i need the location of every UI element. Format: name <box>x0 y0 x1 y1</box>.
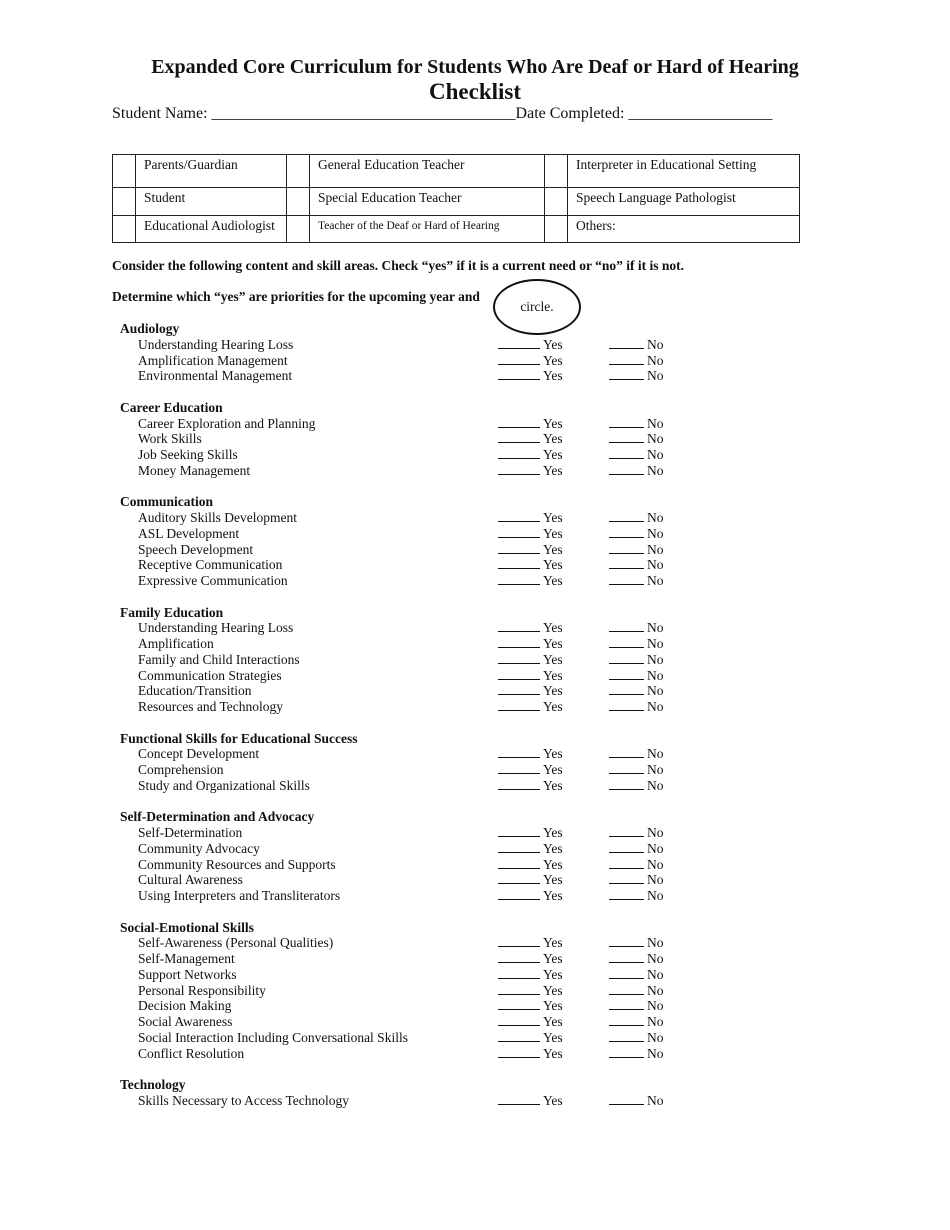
no-label: No <box>647 573 664 588</box>
checklist-item-label: Amplification Management <box>138 352 288 368</box>
yes-blank[interactable] <box>498 463 540 475</box>
checklist-item-label: Money Management <box>138 462 251 478</box>
yes-option[interactable] <box>498 526 563 542</box>
no-label: No <box>647 651 664 667</box>
no-label: No <box>647 746 664 762</box>
no-option[interactable] <box>609 935 664 951</box>
no-blank[interactable] <box>609 872 644 884</box>
no-label: No <box>647 966 664 982</box>
participant-label: Speech Language Pathologist <box>568 188 800 216</box>
yes-label: Yes <box>543 667 563 683</box>
participant-checkbox[interactable] <box>113 155 136 188</box>
no-option[interactable] <box>609 825 664 841</box>
participants-row <box>113 155 800 188</box>
yes-blank[interactable] <box>498 699 540 711</box>
no-label: No <box>647 762 664 777</box>
yes-blank[interactable] <box>498 510 540 522</box>
no-option[interactable] <box>609 983 664 999</box>
no-label: No <box>647 415 664 431</box>
checklist-item-label: Community Resources and Supports <box>138 856 336 872</box>
yes-option[interactable] <box>498 337 563 353</box>
yes-blank[interactable] <box>498 825 540 837</box>
no-option[interactable] <box>609 416 664 432</box>
no-label: No <box>647 998 664 1014</box>
yes-blank[interactable] <box>498 1014 540 1026</box>
no-label: No <box>647 368 664 384</box>
yes-option[interactable] <box>498 431 563 447</box>
checklist-item-label: Comprehension <box>138 762 224 777</box>
circle-label: circle. <box>520 299 554 314</box>
yes-blank[interactable] <box>498 573 540 585</box>
checklist-item-label: ASL Development <box>138 525 240 541</box>
yes-option[interactable] <box>498 368 563 384</box>
no-blank[interactable] <box>609 935 644 947</box>
yes-label: Yes <box>543 840 563 856</box>
no-label: No <box>647 840 664 856</box>
no-label: No <box>647 856 664 872</box>
checklist-item-label: Self-Management <box>138 951 235 966</box>
no-label: No <box>647 636 664 651</box>
yes-blank[interactable] <box>498 447 540 459</box>
yes-option[interactable] <box>498 778 563 794</box>
participant-checkbox[interactable] <box>287 188 310 216</box>
no-option[interactable] <box>609 636 664 652</box>
participant-label: Interpreter in Educational Setting <box>568 155 800 188</box>
yes-blank[interactable] <box>498 668 540 680</box>
participant-checkbox[interactable] <box>113 216 136 243</box>
no-option[interactable] <box>609 510 664 526</box>
no-blank[interactable] <box>609 746 644 758</box>
no-option[interactable] <box>609 573 664 589</box>
no-blank[interactable] <box>609 337 644 349</box>
checklist-item-label: Decision Making <box>138 998 232 1014</box>
no-label: No <box>647 336 664 352</box>
yes-label: Yes <box>543 415 563 431</box>
checklist-item-label: Personal Responsibility <box>138 982 266 998</box>
no-blank[interactable] <box>609 983 644 995</box>
no-blank[interactable] <box>609 557 644 569</box>
checklist-item-label: Support Networks <box>138 966 237 982</box>
yes-label: Yes <box>543 368 563 384</box>
no-option[interactable] <box>609 463 664 479</box>
no-option[interactable] <box>609 620 664 636</box>
participant-checkbox[interactable] <box>287 216 310 243</box>
yes-blank[interactable] <box>498 353 540 365</box>
checklist-item-label: Understanding Hearing Loss <box>138 620 294 636</box>
no-label: No <box>647 699 664 714</box>
no-option[interactable] <box>609 447 664 463</box>
no-blank[interactable] <box>609 368 644 380</box>
no-option[interactable] <box>609 337 664 353</box>
participant-label: Parents/Guardian <box>136 155 287 188</box>
yes-option[interactable] <box>498 463 563 479</box>
student-name-label: Student Name: <box>112 105 212 122</box>
yes-label: Yes <box>543 872 563 888</box>
yes-blank[interactable] <box>498 652 540 664</box>
no-label: No <box>647 825 664 840</box>
participants-row <box>113 216 800 243</box>
yes-label: Yes <box>543 636 563 651</box>
participant-label: Others: <box>568 216 800 243</box>
no-blank[interactable] <box>609 841 644 853</box>
yes-label: Yes <box>543 1092 563 1108</box>
yes-option[interactable] <box>498 416 563 432</box>
no-blank[interactable] <box>609 683 644 695</box>
yes-blank[interactable] <box>498 620 540 632</box>
no-label: No <box>647 1092 664 1108</box>
checklist-item-label: Community Advocacy <box>138 840 260 856</box>
yes-blank[interactable] <box>498 368 540 380</box>
yes-label: Yes <box>543 951 563 966</box>
yes-blank[interactable] <box>498 1046 540 1058</box>
no-label: No <box>647 510 664 525</box>
yes-option[interactable] <box>498 699 563 715</box>
yes-option[interactable] <box>498 353 563 369</box>
section-heading: Technology <box>120 1077 186 1092</box>
no-label: No <box>647 1014 664 1029</box>
no-option[interactable] <box>609 1046 664 1062</box>
no-label: No <box>647 557 664 573</box>
no-blank[interactable] <box>609 463 644 475</box>
yes-option[interactable] <box>498 825 563 841</box>
no-option[interactable] <box>609 872 664 888</box>
no-option[interactable] <box>609 557 664 573</box>
no-label: No <box>647 951 664 966</box>
no-blank[interactable] <box>609 857 644 869</box>
participant-label: Special Education Teacher <box>310 188 545 216</box>
no-blank[interactable] <box>609 1030 644 1042</box>
yes-label: Yes <box>543 510 563 525</box>
participant-label: Teacher of the Deaf or Hard of Hearing <box>310 216 545 243</box>
checklist-item-label: Speech Development <box>138 541 254 557</box>
no-blank[interactable] <box>609 762 644 774</box>
yes-label: Yes <box>543 336 563 352</box>
no-blank[interactable] <box>609 998 644 1010</box>
no-option[interactable] <box>609 778 664 794</box>
yes-option[interactable] <box>498 1014 563 1030</box>
yes-option[interactable] <box>498 573 563 589</box>
no-option[interactable] <box>609 668 664 684</box>
no-option[interactable] <box>609 542 664 558</box>
document-title: Expanded Core Curriculum for Students Who Are Deaf or Hard of Hearing <box>151 56 799 78</box>
participants-row <box>113 188 800 216</box>
checklist-item-label: Concept Development <box>138 746 260 762</box>
yes-option[interactable] <box>498 1093 563 1109</box>
instruction-consider: Consider the following content and skill areas. Check “yes” if it is a current need or “no” if it is not. <box>112 258 685 273</box>
yes-option[interactable] <box>498 542 563 558</box>
checklist-item-label: Work Skills <box>138 431 202 447</box>
section-heading: Self-Determination and Advocacy <box>120 809 315 825</box>
participant-label: Educational Audiologist <box>136 216 287 243</box>
section-heading: Audiology <box>120 321 180 336</box>
no-option[interactable] <box>609 1030 664 1046</box>
participant-checkbox[interactable] <box>287 155 310 188</box>
no-blank[interactable] <box>609 825 644 837</box>
no-label: No <box>647 620 664 636</box>
document-subtitle: Checklist <box>429 79 521 104</box>
yes-option[interactable] <box>498 888 563 904</box>
yes-label: Yes <box>543 620 563 636</box>
no-label: No <box>647 888 664 903</box>
yes-label: Yes <box>543 746 563 762</box>
yes-label: Yes <box>543 541 563 557</box>
yes-option[interactable] <box>498 620 563 636</box>
yes-blank[interactable] <box>498 416 540 428</box>
yes-option[interactable] <box>498 1046 563 1062</box>
checklist-item-label: Amplification <box>138 636 214 651</box>
checklist-item-label: Job Seeking Skills <box>138 447 238 462</box>
no-label: No <box>647 667 664 683</box>
yes-blank[interactable] <box>498 1030 540 1042</box>
yes-option[interactable] <box>498 841 563 857</box>
yes-blank[interactable] <box>498 557 540 569</box>
no-option[interactable] <box>609 857 664 873</box>
no-blank[interactable] <box>609 668 644 680</box>
yes-option[interactable] <box>498 510 563 526</box>
checklist-item-label: Social Awareness <box>138 1014 233 1029</box>
checklist-item-label: Social Interaction Including Conversational Skills <box>138 1029 408 1045</box>
no-blank[interactable] <box>609 573 644 585</box>
yes-label: Yes <box>543 982 563 998</box>
no-option[interactable] <box>609 1014 664 1030</box>
no-blank[interactable] <box>609 699 644 711</box>
yes-label: Yes <box>543 431 563 447</box>
participant-checkbox[interactable] <box>113 188 136 216</box>
yes-label: Yes <box>543 1014 563 1029</box>
checklist-item-label: Using Interpreters and Transliterators <box>138 888 341 903</box>
yes-label: Yes <box>543 573 563 588</box>
yes-option[interactable] <box>498 951 563 967</box>
no-label: No <box>647 462 664 478</box>
instruction-priorities: Determine which “yes” are priorities for the upcoming year and <box>112 289 480 304</box>
yes-option[interactable] <box>498 447 563 463</box>
no-label: No <box>647 541 664 557</box>
checklist-item-label: Conflict Resolution <box>138 1045 245 1061</box>
no-option[interactable] <box>609 967 664 983</box>
yes-blank[interactable] <box>498 778 540 790</box>
no-blank[interactable] <box>609 1093 644 1105</box>
no-label: No <box>647 1045 664 1061</box>
yes-blank[interactable] <box>498 857 540 869</box>
yes-label: Yes <box>543 1029 563 1045</box>
yes-blank[interactable] <box>498 935 540 947</box>
no-label: No <box>647 431 664 447</box>
no-label: No <box>647 352 664 368</box>
no-blank[interactable] <box>609 967 644 979</box>
no-option[interactable] <box>609 683 664 699</box>
checklist-item-label: Skills Necessary to Access Technology <box>138 1092 350 1108</box>
no-blank[interactable] <box>609 526 644 538</box>
checklist-item-label: Family and Child Interactions <box>138 651 300 667</box>
checklist-item-label: Receptive Communication <box>138 557 283 573</box>
yes-blank[interactable] <box>498 746 540 758</box>
no-blank[interactable] <box>609 431 644 443</box>
no-label: No <box>647 525 664 541</box>
no-label: No <box>647 1029 664 1045</box>
no-blank[interactable] <box>609 888 644 900</box>
no-option[interactable] <box>609 368 664 384</box>
yes-blank[interactable] <box>498 762 540 774</box>
checklist-item-label: Self-Awareness (Personal Qualities) <box>138 935 334 951</box>
checklist-item-label: Communication Strategies <box>138 667 282 683</box>
yes-label: Yes <box>543 447 563 462</box>
yes-label: Yes <box>543 352 563 368</box>
yes-label: Yes <box>543 557 563 573</box>
yes-blank[interactable] <box>498 683 540 695</box>
no-label: No <box>647 777 664 793</box>
yes-option[interactable] <box>498 668 563 684</box>
no-blank[interactable] <box>609 620 644 632</box>
no-blank[interactable] <box>609 353 644 365</box>
yes-option[interactable] <box>498 967 563 983</box>
no-label: No <box>647 872 664 888</box>
no-blank[interactable] <box>609 542 644 554</box>
no-blank[interactable] <box>609 636 644 648</box>
student-name-field[interactable]: ______________________________________ <box>211 105 516 122</box>
participant-label: Student <box>136 188 287 216</box>
yes-option[interactable] <box>498 557 563 573</box>
checklist-item-label: Environmental Management <box>138 368 293 384</box>
yes-blank[interactable] <box>498 872 540 884</box>
no-label: No <box>647 447 664 462</box>
no-option[interactable] <box>609 431 664 447</box>
yes-option[interactable] <box>498 683 563 699</box>
yes-blank[interactable] <box>498 951 540 963</box>
no-blank[interactable] <box>609 447 644 459</box>
yes-option[interactable] <box>498 998 563 1014</box>
yes-option[interactable] <box>498 746 563 762</box>
yes-option[interactable] <box>498 636 563 652</box>
checklist-item-label: Cultural Awareness <box>138 872 243 888</box>
checklist-item-label: Study and Organizational Skills <box>138 777 310 793</box>
date-completed-label: Date Completed: <box>515 105 629 122</box>
yes-label: Yes <box>543 651 563 667</box>
yes-label: Yes <box>543 1045 563 1061</box>
yes-option[interactable] <box>498 857 563 873</box>
no-option[interactable] <box>609 353 664 369</box>
yes-label: Yes <box>543 762 563 777</box>
yes-blank[interactable] <box>498 431 540 443</box>
yes-label: Yes <box>543 966 563 982</box>
no-option[interactable] <box>609 746 664 762</box>
yes-blank[interactable] <box>498 841 540 853</box>
no-option[interactable] <box>609 762 664 778</box>
no-blank[interactable] <box>609 1046 644 1058</box>
yes-option[interactable] <box>498 872 563 888</box>
checklist-item-label: Resources and Technology <box>138 699 284 714</box>
checklist-item-label: Auditory Skills Development <box>138 510 297 525</box>
yes-blank[interactable] <box>498 967 540 979</box>
checklist-item-label: Career Exploration and Planning <box>138 415 316 431</box>
no-blank[interactable] <box>609 652 644 664</box>
yes-label: Yes <box>543 856 563 872</box>
participant-checkbox[interactable] <box>545 155 568 188</box>
yes-label: Yes <box>543 699 563 714</box>
section-heading: Social-Emotional Skills <box>120 919 254 935</box>
no-blank[interactable] <box>609 510 644 522</box>
date-completed-field[interactable]: __________________ <box>628 105 773 122</box>
yes-blank[interactable] <box>498 1093 540 1105</box>
yes-label: Yes <box>543 888 563 903</box>
checklist-item-label: Education/Transition <box>138 683 252 699</box>
no-option[interactable] <box>609 951 664 967</box>
yes-label: Yes <box>543 525 563 541</box>
no-label: No <box>647 982 664 998</box>
section-heading: Functional Skills for Educational Success <box>120 730 358 746</box>
yes-blank[interactable] <box>498 526 540 538</box>
no-blank[interactable] <box>609 951 644 963</box>
yes-label: Yes <box>543 825 563 840</box>
no-option[interactable] <box>609 1093 664 1109</box>
yes-label: Yes <box>543 935 563 951</box>
yes-label: Yes <box>543 777 563 793</box>
yes-blank[interactable] <box>498 983 540 995</box>
yes-blank[interactable] <box>498 998 540 1010</box>
yes-option[interactable] <box>498 983 563 999</box>
no-option[interactable] <box>609 526 664 542</box>
participant-checkbox[interactable] <box>545 216 568 243</box>
yes-label: Yes <box>543 998 563 1014</box>
no-label: No <box>647 935 664 951</box>
student-info-row <box>112 104 772 124</box>
no-option[interactable] <box>609 888 664 904</box>
checklist-item-label: Self-Determination <box>138 825 243 840</box>
no-option[interactable] <box>609 998 664 1014</box>
yes-label: Yes <box>543 462 563 478</box>
no-blank[interactable] <box>609 778 644 790</box>
yes-option[interactable] <box>498 935 563 951</box>
yes-blank[interactable] <box>498 542 540 554</box>
yes-option[interactable] <box>498 1030 563 1046</box>
section-heading: Career Education <box>120 399 223 415</box>
yes-blank[interactable] <box>498 337 540 349</box>
no-blank[interactable] <box>609 416 644 428</box>
no-option[interactable] <box>609 841 664 857</box>
yes-label: Yes <box>543 683 563 699</box>
no-option[interactable] <box>609 652 664 668</box>
yes-option[interactable] <box>498 652 563 668</box>
yes-blank[interactable] <box>498 636 540 648</box>
no-blank[interactable] <box>609 1014 644 1026</box>
checklist-item-label: Expressive Communication <box>138 573 288 588</box>
section-heading: Family Education <box>120 604 224 620</box>
no-option[interactable] <box>609 699 664 715</box>
participant-checkbox[interactable] <box>545 188 568 216</box>
circle-annotation <box>493 279 581 335</box>
participant-label: General Education Teacher <box>310 155 545 188</box>
no-label: No <box>647 683 664 699</box>
participants-table <box>112 154 800 243</box>
section-heading: Communication <box>120 494 214 510</box>
checklist-item-label: Understanding Hearing Loss <box>138 336 294 352</box>
yes-blank[interactable] <box>498 888 540 900</box>
yes-option[interactable] <box>498 762 563 778</box>
